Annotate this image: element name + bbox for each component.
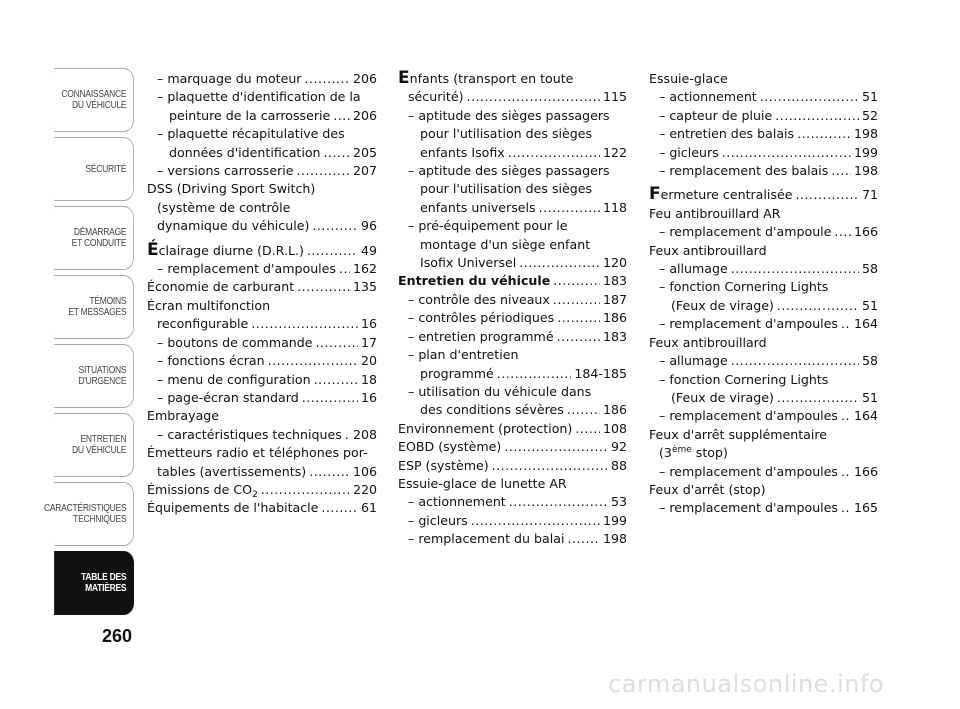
index-entry [649, 107, 878, 125]
entry-text: – marquage du moteur [167, 71, 302, 86]
entry-text: – plaquette d'identification de la [167, 89, 361, 105]
page-ref[interactable]: 220 [352, 481, 377, 497]
page-ref[interactable]: 92 [610, 439, 627, 455]
entry-text: – remplacement d'ampoules [669, 408, 838, 424]
index-entry [147, 70, 377, 88]
entry-text: clairage diurne (D.R.L.) [158, 242, 304, 258]
entry-text: – plan d'entretien [418, 347, 519, 363]
page-ref[interactable]: 106 [352, 463, 377, 479]
page-ref[interactable]: 205 [352, 144, 377, 160]
tab-label-line: TÉMOINS [89, 296, 127, 307]
index-entry [649, 352, 878, 370]
index-entry [147, 481, 377, 499]
index-entry [147, 260, 377, 278]
index-entry [649, 205, 878, 223]
tab-label-line: SITUATIONS [78, 365, 127, 376]
index-entry [147, 162, 377, 180]
index-entry [398, 383, 627, 420]
entry-text: – remplacement d'ampoules [669, 463, 838, 479]
entry-text: sécurité) [408, 89, 464, 105]
index-entry [398, 328, 627, 346]
page-ref[interactable]: 187 [602, 291, 627, 307]
entry-text: – allumage [669, 353, 728, 369]
entry-text: – remplacement d'ampoules [669, 316, 838, 332]
page-ref[interactable]: 96 [360, 218, 377, 234]
tab-label-line: D'URGENCE [78, 376, 127, 387]
page-ref[interactable]: 108 [602, 420, 627, 436]
entry-text: – caractéristiques techniques [167, 426, 342, 442]
tab-label-line: DU VÉHICULE [72, 445, 127, 456]
entry-text: peinture de la carrosserie [169, 107, 331, 123]
section-initial: F [649, 184, 661, 205]
index-entry [649, 278, 878, 315]
tab-connaissance-du-vehicule[interactable] [54, 68, 134, 132]
entry-text: – remplacement d'ampoule [669, 224, 832, 240]
entry-text: – actionnement [418, 494, 506, 510]
tab-label-line: ENTRETIEN [80, 434, 127, 445]
entry-text: – allumage [669, 261, 728, 277]
tab-label-line: TABLE DES [81, 572, 127, 583]
section-initial: E [398, 68, 410, 88]
page-ref[interactable]: 207 [352, 163, 377, 179]
page-ref[interactable]: 135 [352, 279, 377, 295]
index-entry [649, 242, 878, 260]
page-number: 260 [101, 626, 133, 646]
page-ref[interactable]: 115 [602, 89, 627, 105]
entry-text: montage d'un siège enfant [420, 236, 591, 252]
index-entry [398, 272, 627, 290]
tab-label-line: MATIÈRES [85, 583, 127, 594]
tab-label-line: DÉMARRAGE [73, 227, 127, 238]
index-entry [147, 499, 377, 517]
entry-text: pour l'utilisation des sièges [420, 181, 593, 197]
index-entry [649, 463, 878, 481]
index-entry [147, 352, 377, 370]
index-entry [649, 88, 878, 106]
index-entry [147, 180, 377, 235]
entry-text: (Feux de virage) [671, 389, 774, 405]
index-entry [147, 239, 377, 260]
index-entry [147, 334, 377, 352]
entry-text: Embrayage [147, 408, 220, 424]
tab-label-line: DU VÉHICULE [72, 100, 127, 111]
page-ref[interactable]: 16 [360, 316, 377, 332]
entry-text: ermeture centralisée [660, 187, 793, 203]
page-ref[interactable]: 198 [853, 126, 878, 142]
entry-text: programmé [420, 365, 494, 381]
page-ref[interactable]: 16 [360, 389, 377, 405]
entry-text: – aptitude des sièges passagers [418, 163, 610, 179]
entry-text: données d'identification [169, 144, 321, 160]
entry-text: – entretien des balais [669, 126, 795, 142]
entry-text: – menu de configuration [167, 371, 311, 387]
chapter-tabs [40, 68, 134, 620]
index-entry [649, 70, 878, 88]
entry-text: pour l'utilisation des sièges [420, 126, 593, 142]
index-entry [398, 217, 627, 272]
entry-text: – contrôles périodiques [418, 310, 555, 326]
page-ref[interactable]: 166 [853, 224, 878, 240]
tab-label-line: ET MESSAGES [68, 307, 127, 318]
entry-text: Économie de carburant [147, 279, 295, 295]
entry-text: Équipements de l'habitacle [147, 500, 319, 516]
index-entry [147, 88, 377, 125]
entry-text: enfants universels [420, 199, 536, 215]
page-ref[interactable]: 58 [861, 261, 878, 277]
index-entry [147, 297, 377, 334]
page-ref[interactable]: 51 [861, 389, 878, 405]
entry-text: – fonctions écran [167, 353, 265, 369]
entry-text: dynamique du véhicule) [157, 218, 310, 234]
index-entry [649, 223, 878, 241]
entry-text: Essuie-glace de lunette AR [398, 475, 567, 491]
entry-text: des conditions sévères [420, 402, 564, 418]
page-ref[interactable]: 51 [861, 89, 878, 105]
index-entry [398, 493, 627, 511]
page-ref[interactable]: 206 [352, 107, 377, 123]
page-ref[interactable]: 186 [602, 402, 627, 418]
page-ref[interactable]: 198 [853, 163, 878, 179]
index-column-3 [649, 70, 878, 518]
entry-text: – aptitude des sièges passagers [418, 107, 610, 123]
index-entry [649, 334, 878, 352]
page-ref[interactable]: 52 [861, 107, 878, 123]
index-column-2 [398, 70, 627, 549]
tab-demarrage-et-conduite[interactable] [54, 206, 134, 270]
index-entry [398, 107, 627, 162]
entry-text: Écran multifonction [147, 297, 271, 313]
entry-text: EOBD (système) [398, 439, 502, 455]
index-entry [398, 530, 627, 548]
watermark: carmanualsonline.info [608, 670, 885, 698]
entry-text: Émetteurs radio et téléphones por- [147, 445, 368, 461]
page-ref[interactable]: 164 [853, 316, 878, 332]
index-entry [147, 389, 377, 407]
page-ref[interactable]: 88 [610, 457, 627, 473]
index-entry [147, 371, 377, 389]
superscript: ème [671, 445, 692, 456]
tab-label-line: CARACTÉRISTIQUES [43, 503, 127, 514]
entry-text: – entretien programmé [418, 328, 554, 344]
index-entry [398, 291, 627, 309]
page-ref[interactable]: 199 [602, 512, 627, 528]
entry-text: – remplacement d'ampoules [669, 500, 838, 516]
page-ref[interactable]: 122 [602, 144, 627, 160]
entry-text: – remplacement des balais [669, 163, 829, 179]
entry-text: – pré-équipement pour le [418, 218, 568, 234]
entry-text: – remplacement du balai [418, 531, 565, 547]
page-ref[interactable]: 17 [360, 334, 377, 350]
page-ref[interactable]: 183 [602, 273, 627, 289]
page-ref[interactable]: 71 [861, 187, 878, 203]
index-entry [649, 407, 878, 425]
entry-text: – fonction Cornering Lights [669, 371, 829, 387]
entry-text: – plaquette récapitulative des [167, 126, 345, 142]
page-ref[interactable]: 206 [352, 71, 377, 86]
page-ref[interactable]: 162 [352, 261, 377, 277]
tab-temoins-et-messages[interactable] [54, 275, 134, 339]
index-entry [398, 475, 627, 493]
entry-text: – boutons de commande [167, 334, 313, 350]
entry-text: (Feux de virage) [671, 297, 774, 313]
tab-label-line: TECHNIQUES [73, 514, 127, 525]
entry-text: Environnement (protection) [398, 420, 573, 436]
page-ref[interactable]: 186 [602, 310, 627, 326]
entry-text: – gicleurs [669, 144, 719, 160]
entry-text: – contrôle des niveaux [418, 291, 550, 307]
page-ref[interactable]: 118 [602, 199, 627, 215]
entry-text: – versions carrosserie [167, 163, 294, 179]
entry-text: – capteur de pluie [669, 107, 773, 123]
index-entry [649, 481, 878, 499]
index-entry [649, 162, 878, 180]
entry-text: stop) [691, 445, 728, 461]
page-ref[interactable]: 20 [360, 353, 377, 369]
index-entry [147, 125, 377, 162]
entry-text: Entretien du véhicule [398, 273, 551, 289]
entry-text: Feux d'arrêt supplémentaire [649, 426, 828, 442]
index-entry [398, 438, 627, 456]
tab-label-line: CONNAISSANCE [61, 89, 127, 100]
entry-text: Feux d'arrêt (stop) [649, 481, 766, 497]
entry-text: – gicleurs [418, 512, 468, 528]
page-ref[interactable]: 208 [352, 426, 377, 442]
index-entry [398, 70, 627, 107]
index-entry [398, 512, 627, 530]
page-ref[interactable]: 166 [853, 463, 878, 479]
page-ref[interactable]: 184-185 [574, 365, 627, 381]
entry-text: tables (avertissements) [157, 463, 307, 479]
section-initial: É [147, 239, 159, 260]
index-entry [398, 309, 627, 327]
index-entry [649, 144, 878, 162]
entry-text: (3 [659, 445, 672, 461]
index-entry [649, 125, 878, 143]
tab-table-des-matieres[interactable] [54, 551, 134, 615]
entry-text: Feux antibrouillard [649, 334, 767, 350]
entry-text: Isofix Universel [420, 255, 517, 271]
page-ref[interactable]: 198 [602, 531, 627, 547]
entry-text: (système de contrôle [157, 199, 291, 215]
index-entry [649, 260, 878, 278]
tab-securite[interactable] [54, 137, 134, 201]
entry-text: reconfigurable [157, 316, 249, 332]
page-ref[interactable]: 53 [610, 494, 627, 510]
entry-text: – remplacement d'ampoules [167, 261, 336, 277]
page-ref[interactable]: 120 [602, 255, 627, 271]
index-entry [147, 407, 377, 425]
index-entry [649, 186, 878, 204]
index-entry [147, 278, 377, 296]
index-entry [147, 444, 377, 481]
page-ref[interactable]: 164 [853, 408, 878, 424]
entry-text: Émissions de CO [147, 481, 253, 497]
page-ref[interactable]: 58 [861, 353, 878, 369]
entry-text: Feux antibrouillard [649, 242, 767, 258]
index-entry [398, 457, 627, 475]
page-ref[interactable]: 61 [360, 500, 377, 516]
page-ref[interactable]: 165 [853, 500, 878, 516]
tab-caracteristiques-techniques[interactable] [43, 482, 134, 546]
tab-entretien-du-vehicule[interactable] [54, 413, 134, 477]
subscript: 2 [252, 489, 258, 500]
entry-text: enfants Isofix [420, 144, 505, 160]
index-entry [398, 346, 627, 383]
page-ref[interactable]: 49 [360, 242, 377, 258]
page-ref[interactable]: 51 [861, 297, 878, 313]
index-entry [649, 371, 878, 408]
entry-text: nfants (transport en toute [409, 71, 574, 86]
page-ref[interactable]: 199 [853, 144, 878, 160]
entry-text: ESP (système) [398, 457, 489, 473]
entry-text: DSS (Driving Sport Switch) [147, 181, 316, 197]
entry-text: – fonction Cornering Lights [669, 279, 829, 295]
entry-text: – utilisation du véhicule dans [418, 383, 592, 399]
entry-text: Essuie-glace [649, 71, 728, 86]
page-ref[interactable]: 18 [360, 371, 377, 387]
page-ref[interactable]: 183 [602, 328, 627, 344]
entry-text: – page-écran standard [167, 389, 299, 405]
index-entry [398, 162, 627, 217]
entry-text: – actionnement [669, 89, 757, 105]
index-column-1 [147, 70, 377, 518]
tab-label-line: ET CONDUITE [71, 238, 127, 249]
index-entry [649, 426, 878, 463]
tab-label-line: SÉCURITÉ [85, 163, 127, 175]
index-entry [649, 499, 878, 517]
index-entry [649, 315, 878, 333]
index-entry [147, 426, 377, 444]
tab-situations-d-urgence[interactable] [54, 344, 134, 408]
entry-text: Feu antibrouillard AR [649, 205, 781, 221]
index-entry [398, 420, 627, 438]
